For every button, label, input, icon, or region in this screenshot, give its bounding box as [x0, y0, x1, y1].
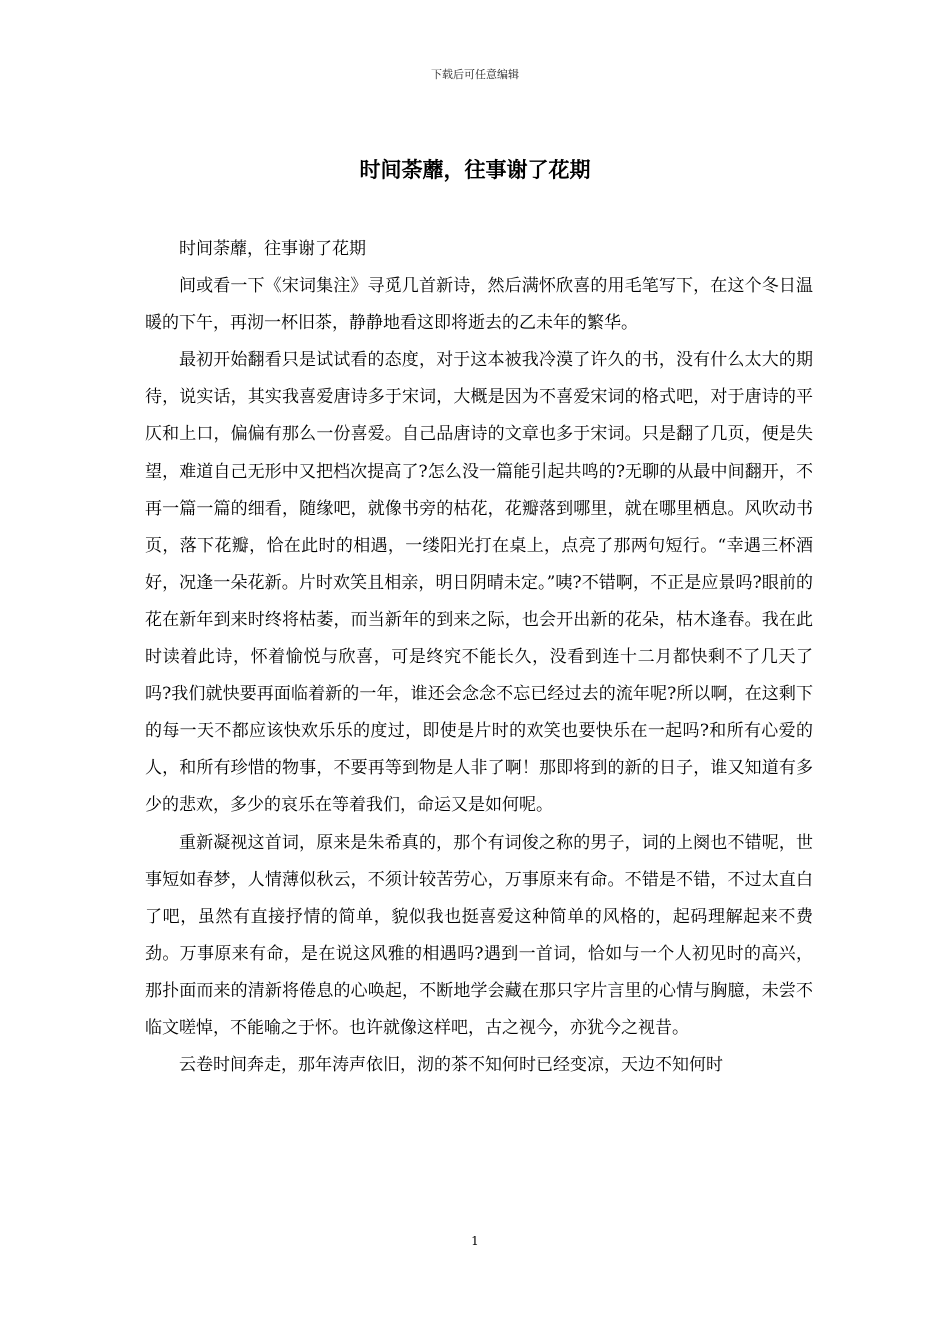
page-number: 1: [471, 1234, 479, 1248]
paragraph: 间或看一下《宋词集注》寻觅几首新诗，然后满怀欣喜的用毛笔写下，在这个冬日温暖的下午，再沏一杯旧茶，静静地看这即将逝去的乙未年的繁华。: [145, 276, 813, 334]
document-title: 时间荼蘼，往事谢了花期: [359, 157, 591, 182]
paragraph: 时间荼蘼，往事谢了花期: [179, 239, 366, 259]
paragraph: 最初开始翻看只是试试看的态度，对于这本被我冷漠了许久的书，没有什么太大的期待，说实话，其实我喜爱唐诗多于宋词，大概是因为不喜爱宋词的格式吧，对于唐诗的平仄和上口，偏偏有那么一份喜爱。自己品唐诗的文章也多于宋词。只是翻了几页，便是失望，难道自己无形中又把档次提高了?怎么没一篇能引起共鸣的?无聊的从最中间翻开，不再一篇一篇的细看，随缘吧，就像书旁的枯花，花瓣落到哪里，就在哪里栖息。风吹动书页，落下花瓣，恰在此时的相遇，一缕阳光打在桌上，点亮了那两句短行。“幸遇三杯酒好，况逢一朵花新。片时欢笑且相亲，明日阴晴未定。”咦?不错啊，不正是应景吗?眼前的花在新年到来时终将枯萎，而当新年的到来之际，也会开出新的花朵，枯木逢春。我在此时读着此诗，怀着愉悦与欣喜，可是终究不能长久，没看到连十二月都快剩不了几天了吗?我们就快要再面临着新的一年，谁还会念念不忘已经过去的流年呢?所以啊，在这剩下的每一天不都应该快欢乐乐的度过，即使是片时的欢笑也要快乐在一起吗?和所有心爱的人，和所有珍惜的物事，不要再等到物是人非了啊！那即将到的新的日子，谁又知道有多少的悲欢，多少的哀乐在等着我们，命运又是如何呢。: [145, 350, 813, 816]
page-header-note: 下载后可任意编辑: [431, 68, 519, 81]
paragraph: 云卷时间奔走，那年涛声依旧，沏的茶不知何时已经变凉，天边不知何时: [179, 1055, 723, 1076]
paragraph: 重新凝视这首词，原来是朱希真的，那个有词俊之称的男子，词的上阕也不错呢，世事短如春梦，人情薄似秋云，不须计较苦劳心，万事原来有命。不错是不错，不过太直白了吧，虽然有直接抒情的简单，貌似我也挺喜爱这种简单的风格的，起码理解起来不费劲。万事原来有命，是在说这风雅的相遇吗?遇到一首词，恰如与一个人初见时的高兴，那扑面而来的清新将倦息的心唤起，不断地学会藏在那只字片言里的心情与胸臆，未尝不临文嗟悼，不能喻之于怀。也许就像这样吧，古之视今，亦犹今之视昔。: [145, 832, 813, 1038]
document-body: [145, 231, 813, 1084]
